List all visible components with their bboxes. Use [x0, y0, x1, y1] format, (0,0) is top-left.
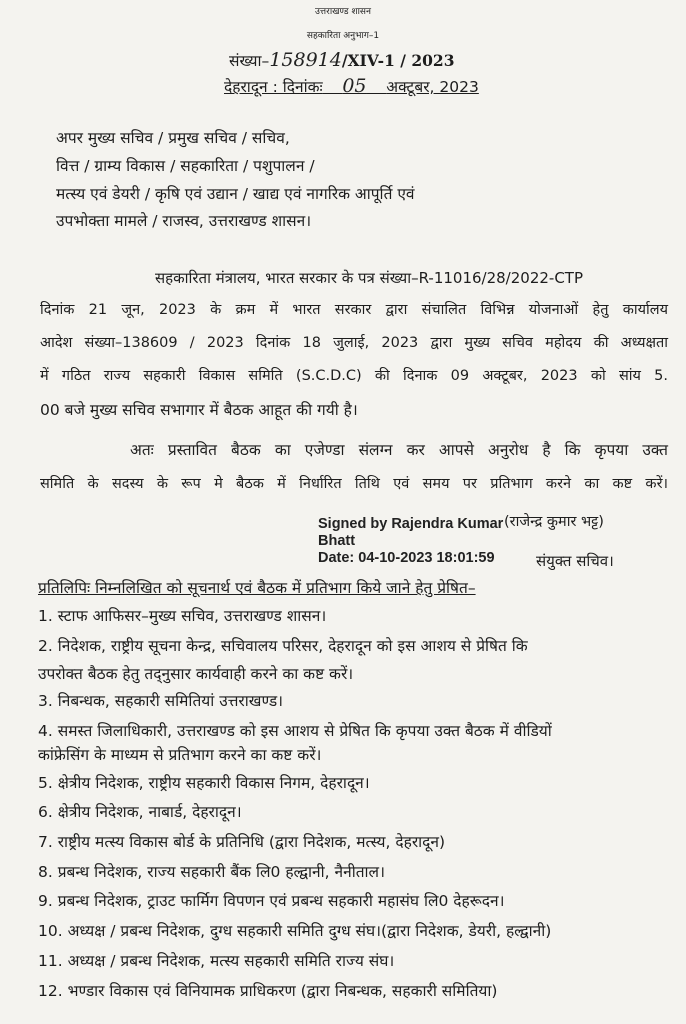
body-line: समिति के सदस्य के रूप मे बैठक में निर्धारित तिथि एवं समय पर प्रतिभाग करने का कष्ट करें।	[40, 476, 668, 492]
copy-item: 2. निदेशक, राष्ट्रीय सूचना केन्द्र, सचिवालय परिसर, देहरादून को इस आशय से प्रेषित कि	[38, 637, 528, 655]
copy-item: 9. प्रबन्ध निदेशक, ट्राउट फार्मिग विपणन एवं प्रबन्ध सहकारी महासंघ लि0 देहरूदन।	[38, 892, 505, 910]
copy-item: 5. क्षेत्रीय निदेशक, राष्ट्रीय सहकारी विकास निगम, देहरादून।	[38, 774, 370, 792]
copy-item: 3. निबन्धक, सहकारी समितियां उत्तराखण्ड।	[38, 692, 283, 710]
signature-date: Date: 04-10-2023 18:01:59	[318, 550, 495, 566]
copy-item: 10. अध्यक्ष / प्रबन्ध निदेशक, दुग्ध सहकारी समिति दुग्ध संघ।(द्वारा निदेशक, डेयरी, हल्द्वानी)	[38, 922, 552, 940]
body-line: अतः प्रस्तावित बैठक का एजेण्डा संलग्न कर आपसे अनुरोध है कि कृपया उक्त	[130, 441, 668, 459]
addressee-line: मत्स्य एवं डेयरी / कृषि एवं उद्यान / खाद्य एवं नागरिक आपूर्ति एवं	[56, 185, 415, 203]
signatory-name: (राजेन्द्र कुमार भट्ट)	[504, 514, 604, 530]
copy-item: कांफ्रेसिंग के माध्यम से प्रतिभाग करने का कष्ट करें।	[38, 746, 322, 764]
designation: संयुक्त सचिव।	[536, 552, 614, 570]
copy-item: 6. क्षेत्रीय निदेशक, नाबार्ड, देहरादून।	[38, 803, 242, 821]
section-title: सहकारिता अनुभाग–1	[306, 31, 380, 41]
body-line: दिनांक 21 जून, 2023 के क्रम में भारत सरकार द्वारा संचालित विभिन्न योजनाओं हेतु कार्यालय	[40, 302, 668, 318]
addressee-line: वित्त / ग्राम्य विकास / सहकारिता / पशुपालन /	[56, 157, 315, 175]
place-label: देहरादून : दिनांकः	[224, 78, 323, 96]
place-date	[224, 76, 479, 97]
signed-by-surname: Bhatt	[318, 533, 356, 549]
number-handwritten: 158914	[269, 49, 342, 71]
letter-number	[229, 50, 455, 71]
date-handwritten: 05	[342, 75, 367, 97]
copy-item: 1. स्टाफ आफिसर–मुख्य सचिव, उत्तराखण्ड शासन।	[38, 607, 327, 625]
signed-by: Signed by Rajendra Kumar	[318, 516, 504, 532]
copy-item: 11. अध्यक्ष / प्रबन्ध निदेशक, मत्स्य सहकारी समिति राज्य संघ।	[38, 952, 395, 970]
copy-item: 4. समस्त जिलाधिकारी, उत्तराखण्ड को इस आशय से प्रेषित कि कृपया उक्त बैठक में वीडियों	[38, 722, 552, 740]
body-line: सहकारिता मंत्रालय, भारत सरकार के पत्र संख्या–R-11016/28/2022-CTP	[155, 269, 584, 287]
number-suffix: /XIV-1 / 2023	[341, 51, 455, 70]
copy-item: 12. भण्डार विकास एवं विनियामक प्राधिकरण (द्वारा निबन्धक, सहकारी समितिया)	[38, 982, 498, 1000]
addressee-line: उपभोक्ता मामले / राजस्व, उत्तराखण्ड शासन।	[56, 212, 312, 230]
body-line: आदेश संख्या–138609 / 2023 दिनांक 18 जुलाई, 2023 द्वारा मुख्य सचिव महोदय की अध्यक्षता	[40, 335, 668, 351]
body-line: 00 बजे मुख्य सचिव सभागार में बैठक आहूत की गयी है।	[40, 401, 358, 419]
body-line: में गठित राज्य सहकारी विकास समिति (S.C.D.C) की दिनाक 09 अक्टूबर, 2023 को सांय 5.	[40, 368, 668, 384]
date-month-year: अक्टूबर, 2023	[386, 78, 479, 96]
addressee-line: अपर मुख्य सचिव / प्रमुख सचिव / सचिव,	[56, 129, 290, 147]
number-label: संख्या–	[229, 52, 270, 70]
copy-item: 7. राष्ट्रीय मत्स्य विकास बोर्ड के प्रतिनिधि (द्वारा निदेशक, मत्स्य, देहरादून)	[38, 833, 446, 851]
copy-heading: प्रतिलिपिः निम्नलिखित को सूचनार्थ एवं बैठक में प्रतिभाग किये जाने हेतु प्रेषित–	[38, 579, 476, 597]
copy-item: 8. प्रबन्ध निदेशक, राज्य सहकारी बैंक लि0 हल्द्वानी, नैनीताल।	[38, 863, 385, 881]
govt-title: उत्तराखण्ड शासन	[314, 7, 371, 17]
copy-item: उपरोक्त बैठक हेतु तद्नुसार कार्यवाही करने का कष्ट करें।	[38, 665, 354, 683]
